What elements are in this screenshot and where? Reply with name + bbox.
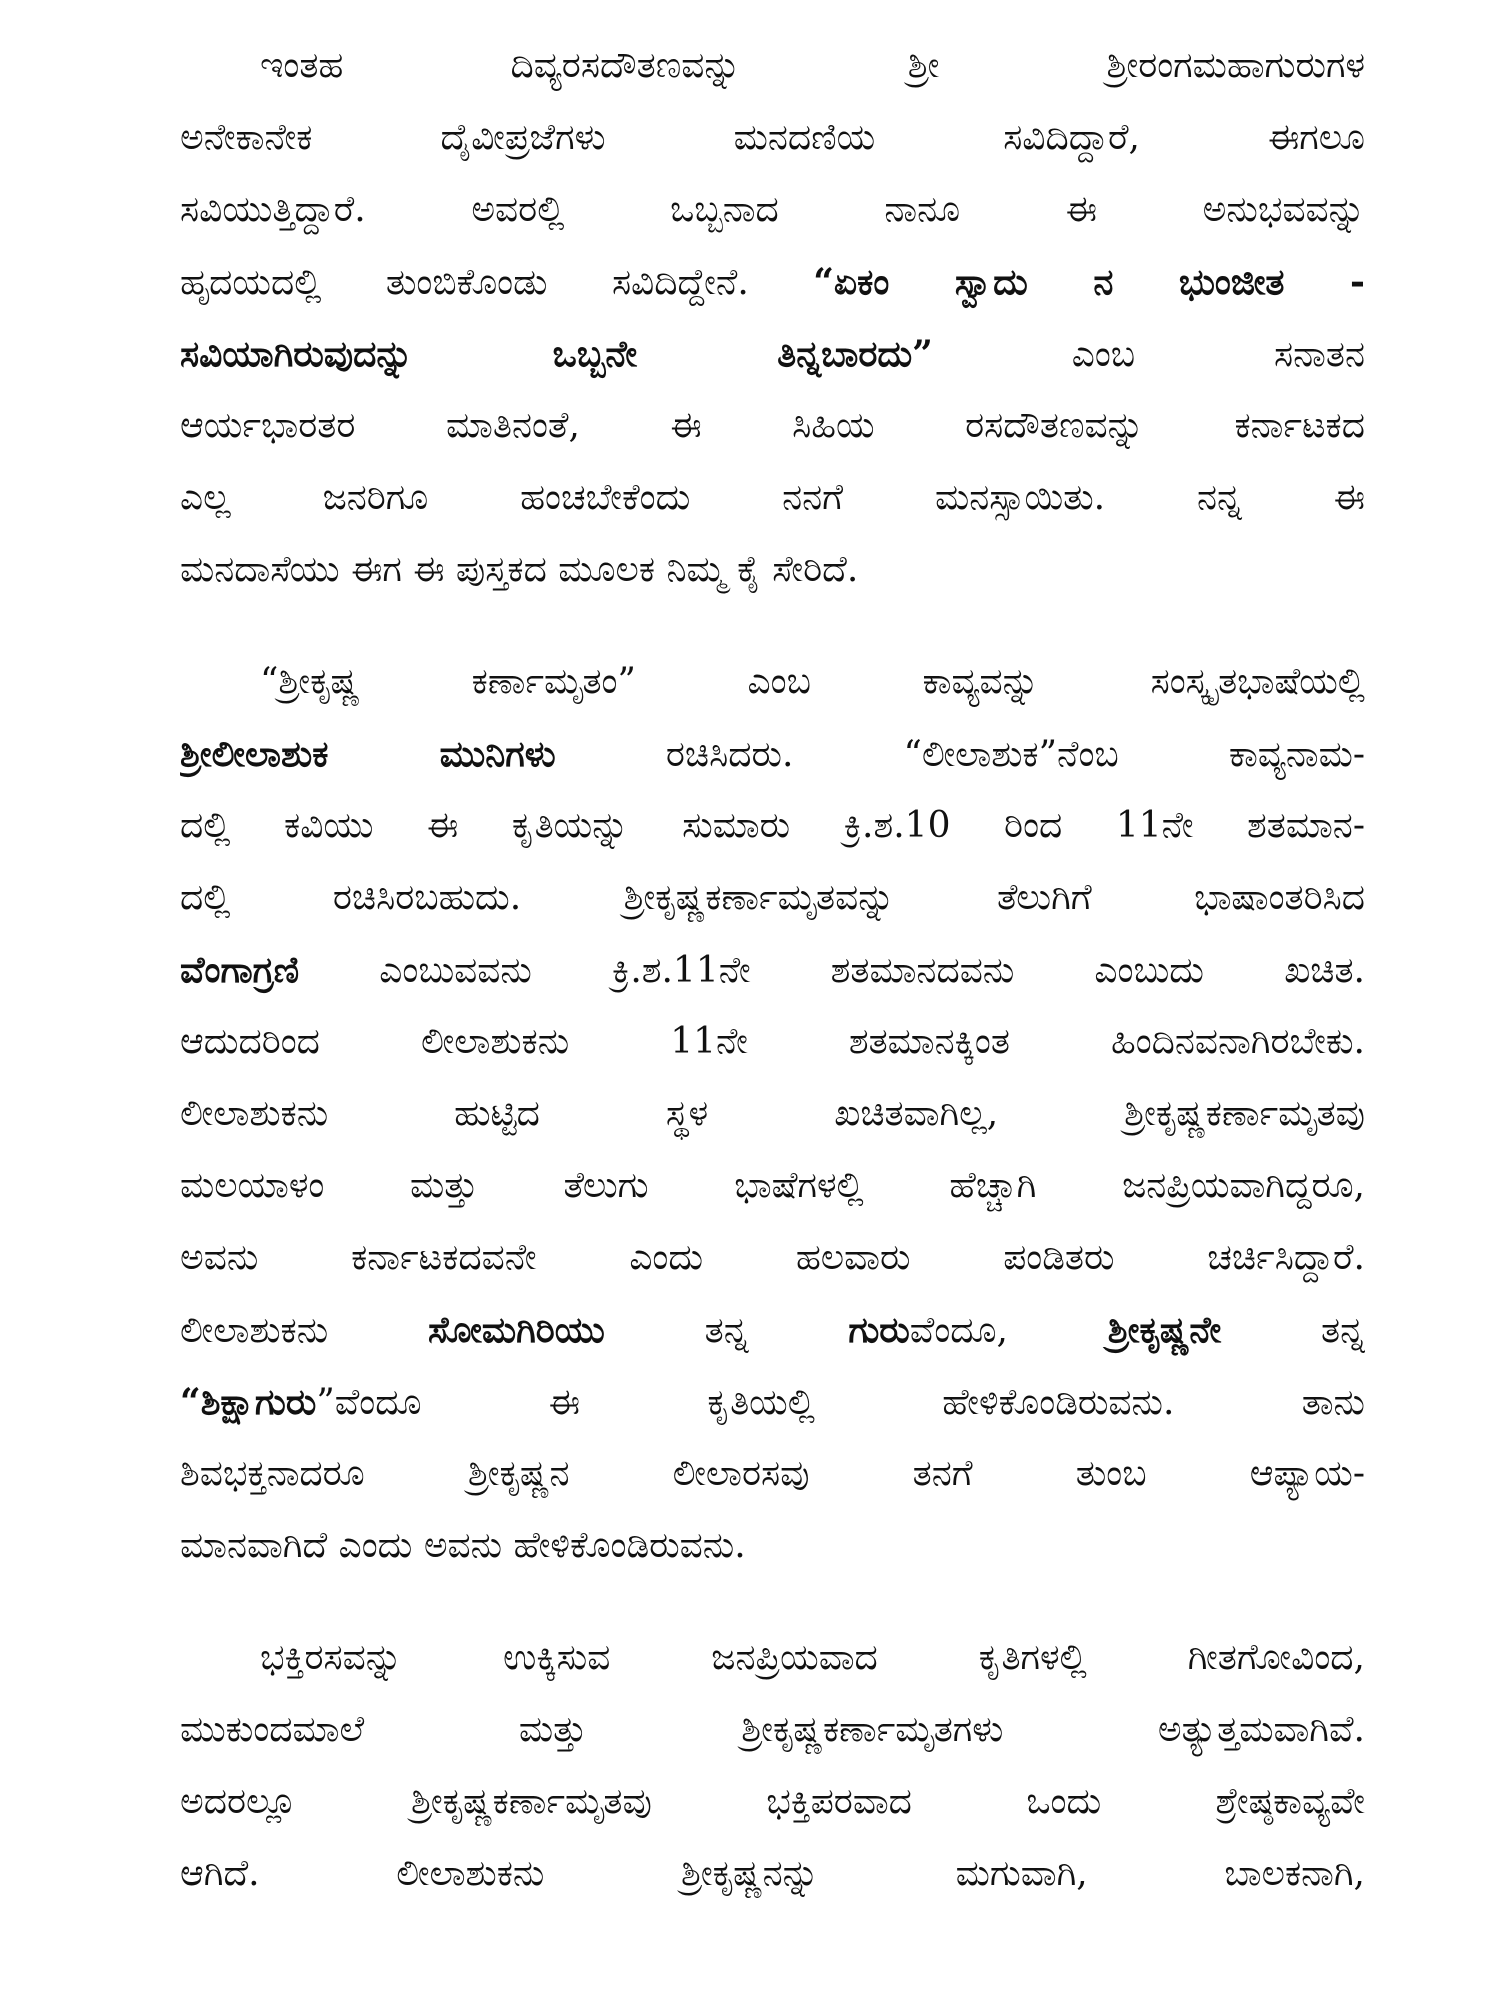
paragraph-3 <box>180 1622 1365 1910</box>
text-line: “ಶ್ರೀಕೃಷ್ಣ ಕರ್ಣಾಮೃತಂ” ಎಂಬ ಕಾವ್ಯವನ್ನು ಸಂಸ್ಕೃತಭಾಷೆಯಲ್ಲಿ <box>260 661 1365 702</box>
text-line: ಆಗಿದೆ. ಲೀಲಾಶುಕನು ಶ್ರೀಕೃಷ್ಣನನ್ನು ಮಗುವಾಗಿ, ಬಾಲಕನಾಗಿ, <box>180 1853 1365 1894</box>
text-line: ಎಲ್ಲ ಜನರಿಗೂ ಹಂಚಬೇಕೆಂದು ನನಗೆ ಮನಸ್ಸಾಯಿತು. ನನ್ನ ಈ <box>180 477 1365 518</box>
bold-quote: ಸವಿಯಾಗಿರುವುದನ್ನು ಒಬ್ಬನೇ ತಿನ್ನಬಾರದು” <box>180 333 933 375</box>
text-line: ದಲ್ಲಿ ಕವಿಯು ಈ ಕೃತಿಯನ್ನು ಸುಮಾರು ಕ್ರಿ.ಶ.10 ರಿಂದ 11ನೇ ಶತಮಾನ- <box>180 805 1365 846</box>
text-line: ಲೀಲಾಶುಕನು ಸೋಮಗಿರಿಯು ತನ್ನ ಗುರುವೆಂದೂ, ಶ್ರೀಕೃಷ್ಣನೇ ತನ್ನ <box>180 1309 1365 1351</box>
bold-name: ವೆಂಗಾಗ್ರಣಿ <box>180 949 300 991</box>
text-line: ಸವಿಯುತ್ತಿದ್ದಾರೆ. ಅವರಲ್ಲಿ ಒಬ್ಬನಾದ ನಾನೂ ಈ ಅನುಭವವನ್ನು <box>180 189 1365 230</box>
text-line: ಲೀಲಾಶುಕನು ಹುಟ್ಟಿದ ಸ್ಥಳ ಖಚಿತವಾಗಿಲ್ಲ, ಶ್ರೀಕೃಷ್ಣಕರ್ಣಾಮೃತವು <box>180 1093 1365 1134</box>
text-line: ಅದರಲ್ಲೂ ಶ್ರೀಕೃಷ್ಣಕರ್ಣಾಮೃತವು ಭಕ್ತಿಪರವಾದ ಒಂದು ಶ್ರೇಷ್ಠಕಾವ್ಯವೇ <box>180 1781 1365 1822</box>
paragraph-2 <box>180 646 1365 1582</box>
text-line: ಮಲಯಾಳಂ ಮತ್ತು ತೆಲುಗು ಭಾಷೆಗಳಲ್ಲಿ ಹೆಚ್ಚಾಗಿ ಜನಪ್ರಿಯವಾಗಿದ್ದರೂ, <box>180 1165 1365 1206</box>
bold-name: ಶ್ರೀಕೃಷ್ಣನೇ <box>1107 1309 1222 1351</box>
text-line: ಆದುದರಿಂದ ಲೀಲಾಶುಕನು 11ನೇ ಶತಮಾನಕ್ಕಿಂತ ಹಿಂದಿನವನಾಗಿರಬೇಕು. <box>180 1021 1365 1062</box>
text-line: ಸವಿಯಾಗಿರುವುದನ್ನು ಒಬ್ಬನೇ ತಿನ್ನಬಾರದು” ಎಂಬ ಸನಾತನ <box>180 333 1365 375</box>
text-line: ವೆಂಗಾಗ್ರಣಿ ಎಂಬುವವನು ಕ್ರಿ.ಶ.11ನೇ ಶತಮಾನದವನು ಎಂಬುದು ಖಚಿತ. <box>180 949 1365 991</box>
text-line: ಹೃದಯದಲ್ಲಿ ತುಂಬಿಕೊಂಡು ಸವಿದಿದ್ದೇನೆ. “ಏಕಂ ಸ್ವಾದು ನ ಭುಂಜೀತ - <box>180 261 1365 303</box>
bold-name: ಸೋಮಗಿರಿಯು <box>427 1309 605 1351</box>
text-line: ಭಕ್ತಿರಸವನ್ನು ಉಕ್ಕಿಸುವ ಜನಪ್ರಿಯವಾದ ಕೃತಿಗಳಲ್ಲಿ ಗೀತಗೋವಿಂದ, <box>260 1637 1365 1678</box>
text-line: ಮಾನವಾಗಿದೆ ಎಂದು ಅವನು ಹೇಳಿಕೊಂಡಿರುವನು. <box>180 1525 746 1566</box>
text-line: ಮನದಾಸೆಯು ಈಗ ಈ ಪುಸ್ತಕದ ಮೂಲಕ ನಿಮ್ಮ ಕೈ ಸೇರಿದೆ. <box>180 549 859 590</box>
text-line: ಅವನು ಕರ್ನಾಟಕದವನೇ ಎಂದು ಹಲವಾರು ಪಂಡಿತರು ಚರ್ಚಿಸಿದ್ದಾರೆ. <box>180 1237 1365 1278</box>
paragraph-1 <box>180 30 1365 606</box>
page-body <box>180 30 1365 1950</box>
bold-name: ಶ್ರೀಲೀಲಾಶುಕ ಮುನಿಗಳು <box>180 733 556 775</box>
bold-name: ಗುರು <box>848 1309 910 1351</box>
text-line: ಆರ್ಯಭಾರತರ ಮಾತಿನಂತೆ, ಈ ಸಿಹಿಯ ರಸದೌತಣವನ್ನು ಕರ್ನಾಟಕದ <box>180 405 1365 446</box>
text-line: ಮುಕುಂದಮಾಲೆ ಮತ್ತು ಶ್ರೀಕೃಷ್ಣಕರ್ಣಾಮೃತಗಳು ಅತ್ಯುತ್ತಮವಾಗಿವೆ. <box>180 1709 1365 1750</box>
text-line: ಶಿವಭಕ್ತನಾದರೂ ಶ್ರೀಕೃಷ್ಣನ ಲೀಲಾರಸವು ತನಗೆ ತುಂಬ ಆಪ್ಯಾಯ- <box>180 1453 1365 1494</box>
bold-name: “ಶಿಕ್ಷಾಗುರು <box>180 1381 317 1423</box>
bold-quote: “ಏಕಂ ಸ್ವಾದು ನ ಭುಂಜೀತ - <box>813 261 1365 303</box>
text-line: ಶ್ರೀಲೀಲಾಶುಕ ಮುನಿಗಳು ರಚಿಸಿದರು. “ಲೀಲಾಶುಕ”ನೆಂಬ ಕಾವ್ಯನಾಮ- <box>180 733 1365 775</box>
text-line: ಇಂತಹ ದಿವ್ಯರಸದೌತಣವನ್ನು ಶ್ರೀ ಶ್ರೀರಂಗಮಹಾಗುರುಗಳ <box>260 45 1365 86</box>
text-line: ದಲ್ಲಿ ರಚಿಸಿರಬಹುದು. ಶ್ರೀಕೃಷ್ಣಕರ್ಣಾಮೃತವನ್ನು ತೆಲುಗಿಗೆ ಭಾಷಾಂತರಿಸಿದ <box>180 877 1365 918</box>
text-line: ಅನೇಕಾನೇಕ ದೈವೀಪ್ರಜೆಗಳು ಮನದಣಿಯ ಸವಿದಿದ್ದಾರೆ, ಈಗಲೂ <box>180 117 1365 158</box>
text-line: “ಶಿಕ್ಷಾಗುರು”ವೆಂದೂ ಈ ಕೃತಿಯಲ್ಲಿ ಹೇಳಿಕೊಂಡಿರುವನು. ತಾನು <box>180 1381 1365 1423</box>
